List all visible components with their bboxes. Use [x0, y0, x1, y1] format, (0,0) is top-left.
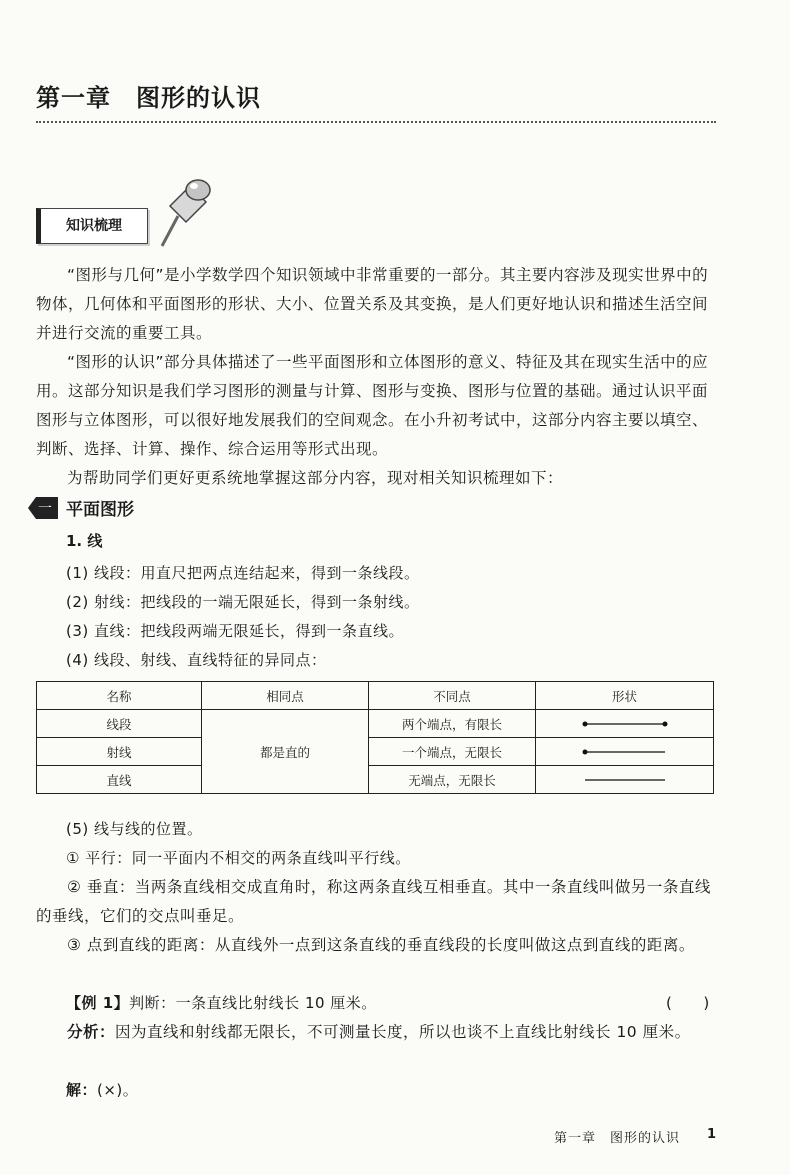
knowledge-summary-tab: 知识梳理 — [36, 208, 148, 244]
table-header-row — [37, 682, 714, 710]
distance-text: ③ 点到直线的距离：从直线外一点到这条直线的垂直线段的长度叫做这点到直线的距离。 — [67, 936, 695, 954]
example-label: 【例 1】 — [66, 994, 130, 1012]
list-item: (2) 射线：把线段的一端无限延长，得到一条射线。 — [66, 593, 420, 611]
table-header: 不同点 — [369, 682, 536, 710]
pushpin-icon — [148, 168, 218, 258]
table-cell-common: 都是直的 — [202, 710, 369, 794]
answer-bracket: ( ) — [666, 994, 710, 1012]
table-cell-name: 射线 — [37, 738, 202, 766]
table-row — [37, 738, 714, 766]
list-item: (1) 线段：用直尺把两点连结起来，得到一条线段。 — [66, 564, 420, 582]
table-cell-diff: 无端点，无限长 — [369, 766, 536, 794]
table-row — [37, 766, 714, 794]
page-number: 1 — [707, 1127, 717, 1142]
list-item: (3) 直线：把线段两端无限延长，得到一条直线。 — [66, 622, 405, 640]
section-number: 一 — [38, 501, 52, 517]
table-header: 形状 — [536, 682, 714, 710]
list-item: ① 平行：同一平面内不相交的两条直线叫平行线。 — [66, 849, 411, 867]
table-cell-name: 直线 — [37, 766, 202, 794]
chapter-title: 第一章 图形的认识 — [36, 84, 261, 112]
list-item: (4) 线段、射线、直线特征的异同点： — [66, 651, 327, 669]
comparison-table — [36, 681, 714, 794]
example-text: 判断：一条直线比射线长 10 厘米。 — [129, 994, 377, 1012]
intro-paragraph-1: “图形与几何”是小学数学四个知识领域中非常重要的一部分。其主要内容涉及现实世界中的物体，几何体和平面图形的形状、大小、位置关系及其变换，是人们更好地认识和描述生活空间并进行交流的重要工具。 — [36, 266, 709, 342]
table-cell-diff: 一个端点，无限长 — [369, 738, 536, 766]
answer-label: 解： — [66, 1081, 98, 1099]
section-number-badge — [28, 497, 58, 519]
table-row — [37, 710, 714, 738]
subsection-title: 1. 线 — [66, 532, 103, 550]
answer-text — [66, 1076, 138, 1105]
section-title: 平面图形 — [66, 500, 134, 520]
answer-content: (×)。 — [97, 1081, 139, 1099]
line-shape-icon — [536, 766, 714, 794]
title-divider — [36, 121, 716, 123]
segment-shape-icon — [536, 710, 714, 738]
analysis-label: 分析： — [67, 1023, 116, 1041]
table-cell-name: 线段 — [37, 710, 202, 738]
list-item: (5) 线与线的位置。 — [66, 820, 203, 838]
analysis-content: 因为直线和射线都无限长，不可测量长度，所以也谈不上直线比射线长 10 厘米。 — [115, 1023, 691, 1041]
ray-shape-icon — [536, 738, 714, 766]
intro-paragraph-2: “图形的认识”部分具体描述了一些平面图形和立体图形的意义、特征及其在现实生活中的应用。这部分知识是我们学习图形的测量与计算、图形与变换、图形与位置的基础。通过认识平面图形与立体图形，可以很好地发展我们的空间观念。在小升初考试中，这部分内容主要以填空、判断、选择、计算、操作、综合运用等形式出现。 — [36, 353, 709, 458]
table-cell-diff: 两个端点，有限长 — [369, 710, 536, 738]
table-header: 名称 — [37, 682, 202, 710]
table-header: 相同点 — [202, 682, 369, 710]
example-question — [66, 989, 377, 1018]
analysis-text — [36, 1018, 716, 1047]
running-footer: 第一章 图形的认识 — [553, 1131, 680, 1146]
perpendicular-text: ② 垂直：当两条直线相交成直角时，称这两条直线互相垂直。其中一条直线叫做另一条直线的垂线，它们的交点叫垂足。 — [36, 878, 711, 925]
intro-paragraph-3: 为帮助同学们更好更系统地掌握这部分内容，现对相关知识梳理如下： — [67, 469, 564, 487]
